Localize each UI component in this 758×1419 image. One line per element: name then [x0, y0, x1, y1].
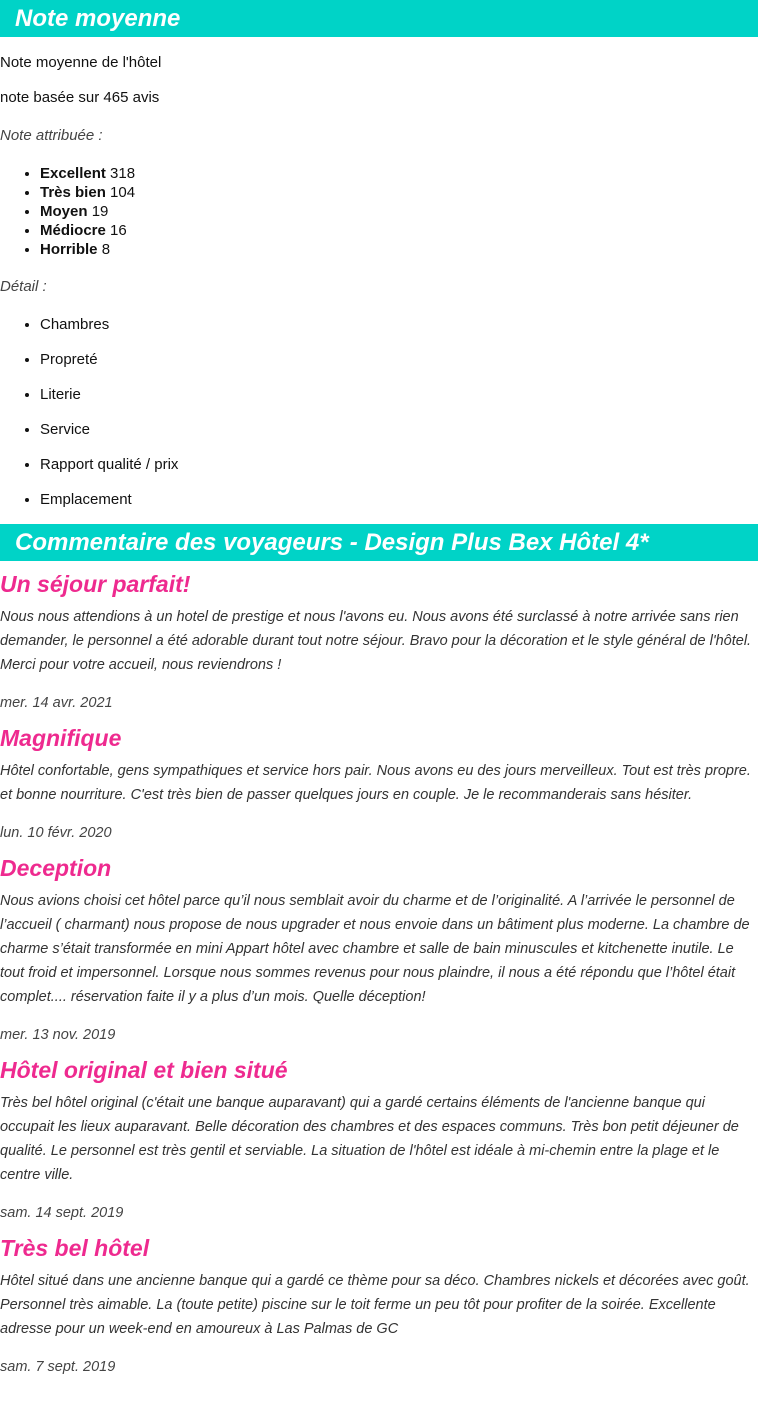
- detail-item: • Literie: [40, 385, 178, 420]
- review: [0, 723, 758, 845]
- review-title: Un séjour parfait!: [0, 571, 191, 597]
- review-title: Magnifique: [0, 725, 122, 751]
- rating-count: 318: [110, 165, 136, 182]
- review-title: Hôtel original et bien situé: [0, 1057, 288, 1083]
- review-text: Nous nous attendions à un hotel de prestige et nous l'avons eu. Nous avons été surclassé à notre arrivée sans rien demander, le personnel a été adorable durant tout notre séjour. Bravo pour la décoration et le style général de l'hôtel. Merci pour votre accueil, nous reviendrons !: [0, 609, 752, 673]
- rating-item: [40, 183, 135, 202]
- ratings-list: [0, 164, 135, 259]
- details-list: [0, 315, 178, 525]
- review-title: Très bel hôtel: [0, 1235, 150, 1261]
- detail-item: • Rapport qualité / prix: [40, 455, 178, 490]
- review-date: mer. 13 nov. 2019: [0, 1027, 116, 1043]
- detail-item: • Emplacement: [40, 490, 178, 525]
- detail-label: Détail :: [0, 278, 47, 295]
- review-date: mer. 14 avr. 2021: [0, 695, 113, 711]
- rating-count: 104: [110, 184, 136, 201]
- comments-heading: Commentaire des voyageurs - Design Plus Bex Hôtel 4*: [0, 524, 758, 561]
- rating-count: 8: [101, 241, 111, 258]
- rating-label: Excellent: [40, 165, 106, 182]
- rating-item: [40, 221, 135, 240]
- rating-label: Horrible: [40, 241, 98, 258]
- detail-item: • Service: [40, 420, 178, 455]
- review-text: Très bel hôtel original (c'était une banque auparavant) qui a gardé certains éléments de l'ancienne banque qui occupait les lieux auparavant. Belle décoration des chambres et des espaces communs. Très bon petit déjeuner de qualité. Le personnel est très gentil et serviable. La situation de l'hôtel est idéale à mi-chemin entre la plage et le centre ville.: [0, 1095, 739, 1183]
- review-date: sam. 14 sept. 2019: [0, 1205, 124, 1221]
- average-title: Note moyenne de l'hôtel: [0, 54, 162, 71]
- rating-label: Moyen: [40, 203, 88, 220]
- detail-item: • Chambres: [40, 315, 178, 350]
- review-count: note basée sur 465 avis: [0, 89, 160, 106]
- ratings-label: Note attribuée :: [0, 127, 103, 144]
- rating-label: Médiocre: [40, 222, 106, 239]
- review: [0, 569, 758, 715]
- reviews-list: [0, 561, 758, 1387]
- average-heading: Note moyenne: [0, 0, 758, 37]
- review-text: Hôtel confortable, gens sympathiques et service hors pair. Nous avons eu des jours merveilleux. Tout est très propre. et bonne nourriture. C'est très bien de passer quelques jours en couple. Je le recommanderais sans hésiter.: [0, 763, 751, 803]
- review-date: lun. 10 févr. 2020: [0, 825, 112, 841]
- review: [0, 1055, 758, 1225]
- rating-item: [40, 240, 135, 259]
- review: [0, 1233, 758, 1379]
- rating-count: 16: [110, 222, 127, 239]
- review-title: Deception: [0, 855, 112, 881]
- rating-label: Très bien: [40, 184, 106, 201]
- rating-item: [40, 202, 135, 221]
- review-date: sam. 7 sept. 2019: [0, 1359, 116, 1375]
- review-text: Nous avions choisi cet hôtel parce qu’il nous semblait avoir du charme et de l’originalité. A l’arrivée le personnel de l’accueil ( charmant) nous propose de nous upgrader et nous envoie dans un bâtiment plus moderne. La chambre de charme s’était transformée en mini Appart hôtel avec chambre et salle de bain minuscules et kitchenette inutile. Le tout froid et impersonnel. Lorsque nous sommes revenus pour nous plaindre, il nous a été répondu que l’hôtel était complet.... réservation faite il y a plus d’un mois. Quelle déception!: [0, 893, 750, 1005]
- rating-item: [40, 164, 135, 183]
- review: [0, 853, 758, 1047]
- detail-item: • Propreté: [40, 350, 178, 385]
- review-text: Hôtel situé dans une ancienne banque qui a gardé ce thème pour sa déco. Chambres nickels et décorées avec goût. Personnel très aimable. La (toute petite) piscine sur le toit ferme un peu tôt pour profiter de la soirée. Excellente adresse pour un week-end en amoureux à Las Palmas de GC: [0, 1273, 750, 1337]
- rating-count: 19: [91, 203, 109, 220]
